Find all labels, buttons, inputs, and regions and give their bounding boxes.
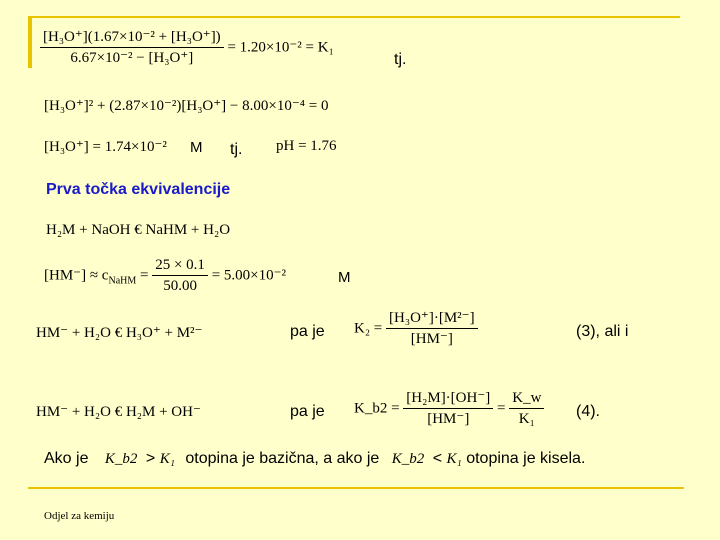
hm-fraction (152, 258, 208, 294)
reaction-3: HM⁻ + H₂O € H₂M + OH⁻ (36, 404, 201, 420)
conclusion-mid: otopina je bazična, a ako je (185, 450, 380, 467)
k2-fraction (386, 311, 478, 347)
kb2-numerator: [H₂M]·[OH⁻] (403, 391, 493, 409)
k2-lhs: K₂ = (354, 320, 383, 337)
k1-numerator: [H₃O⁺](1.67×10⁻² + [H₃O⁺]) (40, 30, 224, 48)
bottom-rule (28, 487, 684, 489)
kw-denominator: K₁ (518, 411, 535, 427)
hm-eq: = (140, 267, 149, 284)
kb2-symbol-b: K_b2 (391, 451, 425, 467)
lt-symbol: < (432, 450, 443, 467)
conclusion-end: otopina je kisela. (466, 450, 586, 467)
ref-3: (3), ali i (576, 323, 629, 340)
kb2-eq: = (497, 400, 506, 417)
k2-numerator: [H₃O⁺]·[M²⁻] (386, 311, 478, 329)
ako-je: Ako je (44, 450, 89, 467)
kb2-denominator: [HM⁻] (427, 411, 470, 427)
reaction-2: HM⁻ + H₂O € H₃O⁺ + M²⁻ (36, 325, 203, 341)
hm-rhs: = 5.00×10⁻² (211, 267, 287, 284)
h3o-concentration: [H₃O⁺] = 1.74×10⁻² (44, 139, 167, 155)
unit-m-1: M (190, 139, 203, 156)
k2-expression (354, 311, 478, 347)
k1-denominator: 6.67×10⁻² − [H₃O⁺] (70, 50, 194, 66)
hm-numerator: 25 × 0.1 (152, 258, 208, 276)
reaction-1: H₂M + NaOH € NaHM + H₂O (46, 222, 231, 238)
kb2-symbol-a: K_b2 (104, 451, 138, 467)
hm-lhs: [HM⁻] ≈ c (44, 267, 109, 284)
unit-m-2: M (338, 269, 351, 286)
kb2-fraction (403, 391, 493, 427)
k1-symbol-b: K₁ (446, 451, 462, 467)
hm-denominator: 50.00 (163, 278, 197, 294)
pa-je-2: pa je (290, 403, 325, 420)
kb2-lhs: K_b2 = (354, 400, 400, 417)
section-heading: Prva točka ekvivalencije (46, 181, 231, 198)
pa-je-1: pa je (290, 323, 325, 340)
k1-equation (40, 30, 334, 66)
top-rule (28, 16, 680, 18)
kw-numerator: K_w (509, 391, 544, 409)
k1-symbol-a: K₁ (159, 451, 175, 467)
k1-rhs: = 1.20×10⁻² = K₁ (227, 39, 334, 56)
hm-concentration (44, 258, 286, 294)
tj-label-2: tj. (230, 141, 243, 158)
k2-denominator: [HM⁻] (410, 331, 453, 347)
left-rule (28, 16, 32, 68)
gt-symbol: > (145, 450, 156, 467)
conclusion-line (44, 451, 585, 467)
ph-value: pH = 1.76 (276, 138, 337, 154)
ref-4: (4). (576, 403, 600, 420)
quadratic-equation: [H₃O⁺]² + (2.87×10⁻²)[H₃O⁺] − 8.00×10⁻⁴ = 0 (44, 98, 329, 114)
tj-label-1: tj. (394, 51, 407, 68)
hm-lhs-sub: NaHM (108, 275, 137, 287)
kb2-expression (354, 391, 544, 427)
k1-fraction (40, 30, 224, 66)
kw-fraction (509, 391, 544, 427)
footer-label: Odjel za kemiju (44, 510, 115, 522)
